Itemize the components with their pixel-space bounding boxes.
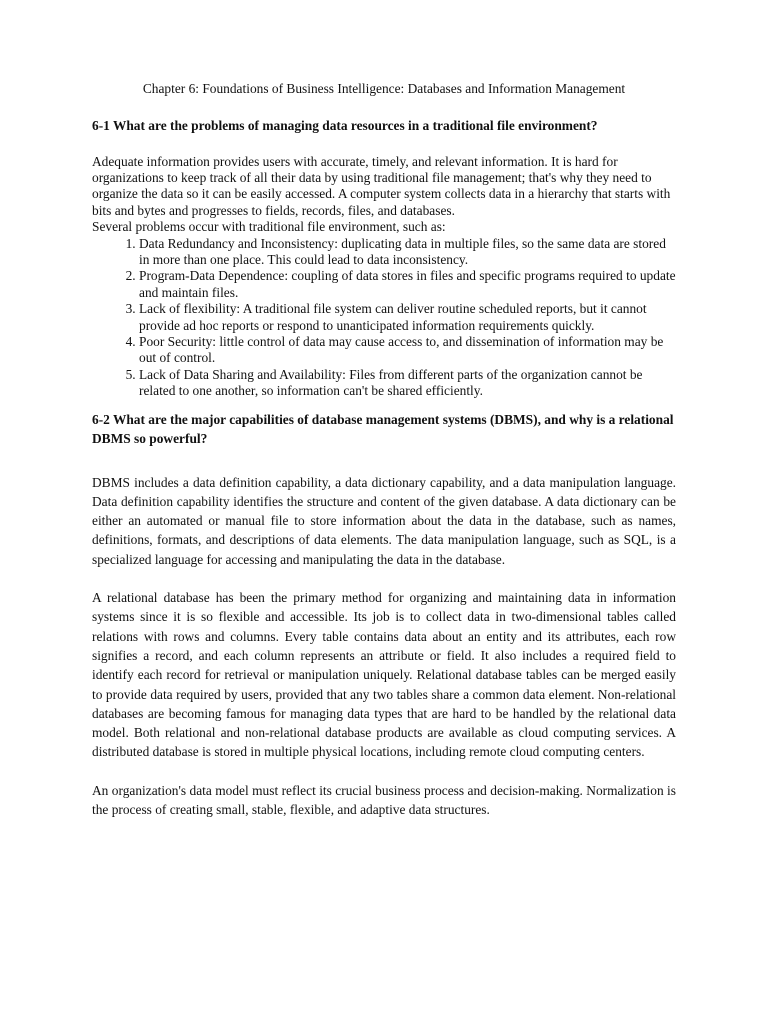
dbms-capabilities-paragraph: DBMS includes a data definition capability, a data dictionary capability, and a data manipulation language. Data definition capability identifies the structure and content of the given database. A data dictionary can be either an automated or manual file to store information about the data in the database, such as names, definitions, formats, and descriptions of data elements. The data manipulation language, such as SQL, is a specialized language for accessing and manipulating the data in the database. xyxy=(92,474,676,567)
relational-database-paragraph: A relational database has been the primary method for organizing and maintaining data in information systems since it is so flexible and accessible. Its job is to collect data in two-dimensional tables called relations with rows and columns. Every table contains data about an entity and its attributes, each row signifies a record, and each column represents an attribute or field. It also includes a required field to identify each record for retrieval or manipulation uniquely. Relational database tables can be merged easily to provide data required by users, provided that any two tables share a common data element. Non-relational databases are becoming famous for managing data types that are hard to be handled by the relational data model. Both relational and non-relational database products are available as cloud computing services. A distributed database is stored in multiple physical locations, including remote cloud computing centers. xyxy=(92,590,676,760)
problems-list xyxy=(92,236,676,400)
question-6-1-intro: Adequate information provides users with accurate, timely, and relevant information. It is hard for organizations to keep track of all their data by using traditional file management; that's why they need to organize the data so it can be easily accessed. A computer system collects data in a hierarchy that starts with bits and bytes and progresses to fields, records, files, and databases. xyxy=(92,153,671,218)
question-6-1-lead: Several problems occur with traditional file environment, such as: xyxy=(92,219,446,235)
data-model-paragraph: An organization's data model must reflect its crucial business process and decision-making. Normalization is the process of creating small, stable, flexible, and adaptive data structures. xyxy=(92,782,676,818)
question-6-1-heading: 6-1 What are the problems of managing data resources in a traditional file environment? xyxy=(92,118,598,133)
question-6-2-heading: 6-2 What are the major capabilities of database management systems (DBMS), and why is a relational DBMS so powerful? xyxy=(92,411,674,447)
list-item: 4. Poor Security: little control of data may cause access to, and dissemination of information may be out of control. xyxy=(139,334,676,367)
document-page xyxy=(92,80,676,819)
list-item: 2. Program-Data Dependence: coupling of data stores in files and specific programs required to update and maintain files. xyxy=(139,268,676,301)
chapter-title: Chapter 6: Foundations of Business Intelligence: Databases and Information Management xyxy=(142,81,626,96)
list-item: 3. Lack of flexibility: A traditional file system can deliver routine scheduled reports, but it cannot provide ad hoc reports or respond to unanticipated information requirements quickly. xyxy=(139,301,676,334)
list-item: 5. Lack of Data Sharing and Availability: Files from different parts of the organization cannot be related to one another, so information can't be shared efficiently. xyxy=(139,367,676,400)
list-item: 1. Data Redundancy and Inconsistency: duplicating data in multiple files, so the same data are stored in more than one place. This could lead to data inconsistency. xyxy=(139,236,676,269)
